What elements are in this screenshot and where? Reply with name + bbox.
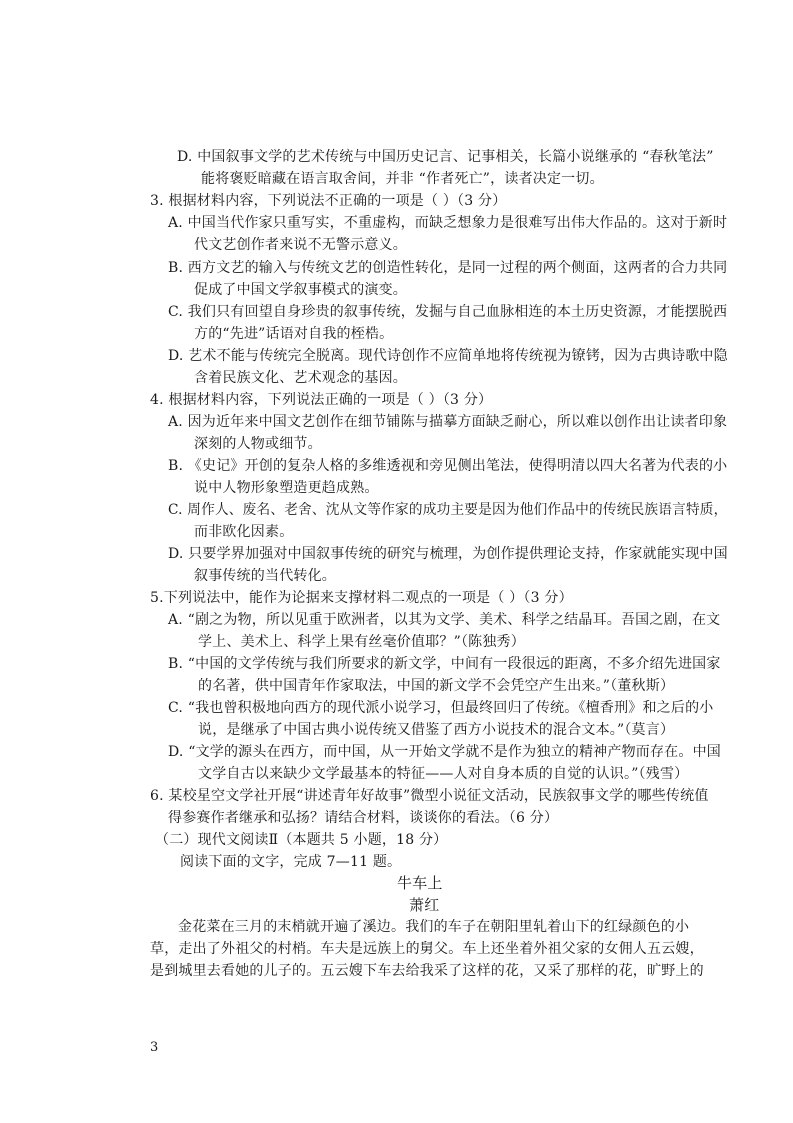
q4-option-a-line2: 深刻的人物或细节。 xyxy=(194,436,322,452)
q5-option-d-line2: 文学自古以来缺少文学最基本的特征——人对自身本质的自觉的认识。”（残雪） xyxy=(198,766,689,782)
q3-option-c-line2: 方的“先进”话语对自我的桎梏。 xyxy=(194,326,394,342)
q5-option-a-line1: A. “剧之为物，所以见重于欧洲者，以其为文学、美术、科学之结晶耳。吾国之剧，在文 xyxy=(168,612,721,628)
q5-option-d-line1: D. “文学的源头在西方，而中国，从一开始文学就不是作为独立的精神产物而存在。中国 xyxy=(168,744,721,760)
page-number: 3 xyxy=(150,1040,159,1055)
q3-option-c-line1: C. 我们只有回望自身珍贵的叙事传统，发掘与自己血脉相连的本土历史资源，才能摆脱西 xyxy=(168,304,728,320)
q4-option-b-line2: 说中人物形象塑造更趋成熟。 xyxy=(194,480,379,496)
q4-option-b-line1: B. 《史记》开创的复杂人格的多维透视和旁见侧出笔法，使得明清以四大名著为代表的小 xyxy=(168,458,728,474)
q4-option-d-line2: 叙事传统的当代转化。 xyxy=(194,568,336,584)
q3-option-b-line2: 促成了中国文学叙事模式的演变。 xyxy=(194,282,407,298)
part2-instruction: 阅读下面的文字，完成 7—11 题。 xyxy=(180,854,402,870)
q3-stem: 3. 根据材料内容，下列说法不正确的一项是（ ）（3 分） xyxy=(150,193,507,209)
q3-option-a-line2: 代文艺创作者来说不无警示意义。 xyxy=(194,237,407,253)
article-paragraph-line1: 金花菜在三月的末梢就开遍了溪边。我们的车子在朝阳里轧着山下的红绿颜色的小 xyxy=(178,919,690,935)
part2-heading: （二）现代文阅读Ⅱ（本题共 5 小题，18 分） xyxy=(155,832,448,848)
q5-option-c-line1: C. “我也曾积极地向西方的现代派小说学习，但最终回归了传统。《檀香刑》和之后的小 xyxy=(168,700,714,716)
q3-option-d-line2: 含着民族文化、艺术观念的基因。 xyxy=(194,370,407,386)
q2-option-d-line1: D. 中国叙事文学的艺术传统与中国历史记言、记事相关，长篇小说继承的 “春秋笔法” xyxy=(177,149,714,165)
q5-stem: 5.下列说法中，能作为论据来支撑材料二观点的一项是（ ）（3 分） xyxy=(150,590,573,606)
q2-option-d-line2: 能将褒贬暗藏在语言取舍间，并非 “作者死亡”，读者决定一切。 xyxy=(201,171,604,187)
q3-option-d-line1: D. 艺术不能与传统完全脱离。现代诗创作不应简单地将传统视为镣铐，因为古典诗歌中隐 xyxy=(168,348,728,364)
q4-option-c-line2: 而非欧化因素。 xyxy=(194,524,294,540)
q5-option-b-line2: 的名著，供中国青年作家取法，中国的新文学不会凭空产生出来。”（董秋斯） xyxy=(198,678,675,694)
q5-option-a-line2: 学上、美术上、科学上果有丝毫价值耶？”（陈独秀） xyxy=(198,634,525,650)
q4-option-a-line1: A. 因为近年来中国文艺创作在细节铺陈与描摹方面缺乏耐心，所以难以创作出让读者印象 xyxy=(168,414,728,430)
q3-option-b-line1: B. 西方文艺的输入与传统文艺的创造性转化，是同一过程的两个侧面，这两者的合力共同 xyxy=(168,260,728,276)
q4-option-d-line1: D. 只要学界加强对中国叙事传统的研究与梳理，为创作提供理论支持，作家就能实现中国 xyxy=(168,546,728,562)
q4-stem: 4. 根据材料内容，下列说法正确的一项是（ ）（3 分） xyxy=(150,392,493,408)
article-paragraph-line2: 草，走出了外祖父的村梢。车夫是远族上的舅父。车上还坐着外祖父家的女佣人五云嫂， xyxy=(150,941,704,957)
q6-stem-line2: 得参赛作者继承和弘扬？请结合材料，谈谈你的看法。（6 分） xyxy=(168,810,559,826)
q4-option-c-line1: C. 周作人、废名、老舍、沈从文等作家的成功主要是因为他们作品中的传统民族语言特质， xyxy=(168,502,728,518)
article-title: 牛车上 xyxy=(397,874,443,892)
q5-option-c-line2: 说，是继承了中国古典小说传统又借鉴了西方小说技术的混合文本。”（莫言） xyxy=(198,722,675,738)
article-author: 萧红 xyxy=(409,896,440,914)
q3-option-a-line1: A. 中国当代作家只重写实，不重虚构，而缺乏想象力是很难写出伟大作品的。这对于新时 xyxy=(168,215,728,231)
q5-option-b-line1: B. “中国的文学传统与我们所要求的新文学，中间有一段很远的距离，不多介绍先进国家 xyxy=(168,656,721,672)
article-paragraph-line3: 是到城里去看她的儿子的。五云嫂下车去给我采了这样的花，又采了那样的花，旷野上的 xyxy=(150,963,704,979)
q6-stem-line1: 6. 某校星空文学社开展“讲述青年好故事”微型小说征文活动，民族叙事文学的哪些传统值 xyxy=(150,788,709,804)
